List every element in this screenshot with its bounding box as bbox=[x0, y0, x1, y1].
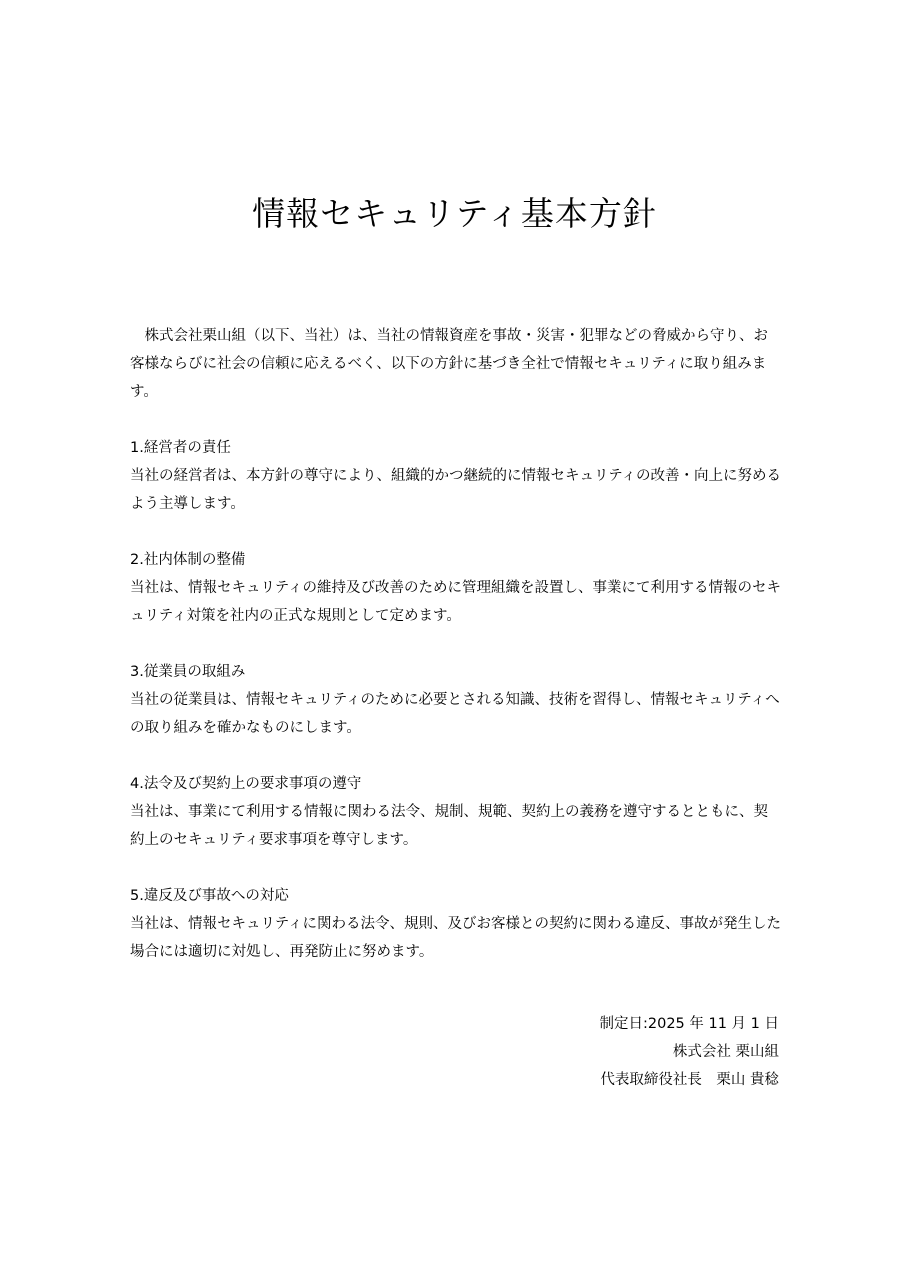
intro-paragraph: 株式会社栗山組（以下、当社）は、当社の情報資産を事故・災害・犯罪などの脅威から守り、お客様ならびに社会の信頼に応えるべく、以下の方針に基づき全社で情報セキュリティに取り組みます。 bbox=[130, 328, 768, 400]
section-heading: 3.従業員の取組み bbox=[130, 664, 246, 680]
signature-block bbox=[599, 1010, 779, 1094]
section-body: 当社の経営者は、本方針の尊守により、組織的かつ継続的に情報セキュリティの改善・向上に努めるよう主導します。 bbox=[130, 468, 782, 512]
section-management-responsibility bbox=[130, 434, 782, 518]
section-body: 当社は、事業にて利用する情報に関わる法令、規制、規範、契約上の義務を遵守するとともに、契約上のセキュリティ要求事項を尊守します。 bbox=[130, 804, 768, 848]
section-heading: 2.社内体制の整備 bbox=[130, 552, 246, 568]
section-legal-compliance bbox=[130, 770, 782, 854]
enactment-date: 制定日:2025 年 11 月 1 日 bbox=[599, 1016, 779, 1032]
representative-name: 代表取締役社長 栗山 貴稔 bbox=[600, 1072, 779, 1088]
company-name: 株式会社 栗山組 bbox=[672, 1044, 779, 1060]
section-body: 当社は、情報セキュリティに関わる法令、規則、及びお客様との契約に関わる違反、事故が発生した場合には適切に対処し、再発防止に努めます。 bbox=[130, 916, 782, 960]
section-heading: 4.法令及び契約上の要求事項の遵守 bbox=[130, 776, 362, 792]
section-body: 当社の従業員は、情報セキュリティのために必要とされる知識、技術を習得し、情報セキュリティへの取り組みを確かなものにします。 bbox=[130, 692, 780, 736]
section-internal-structure bbox=[130, 546, 782, 630]
document-title: 情報セキュリティ基本方針 bbox=[252, 194, 657, 233]
section-heading: 1.経営者の責任 bbox=[130, 440, 231, 456]
section-employee-efforts bbox=[130, 658, 782, 742]
section-incident-response bbox=[130, 882, 782, 966]
section-body: 当社は、情報セキュリティの維持及び改善のために管理組織を設置し、事業にて利用する情報のセキュリティ対策を社内の正式な規則として定めます。 bbox=[130, 580, 782, 624]
section-heading: 5.違反及び事故への対応 bbox=[130, 888, 289, 904]
document-body bbox=[130, 322, 782, 994]
